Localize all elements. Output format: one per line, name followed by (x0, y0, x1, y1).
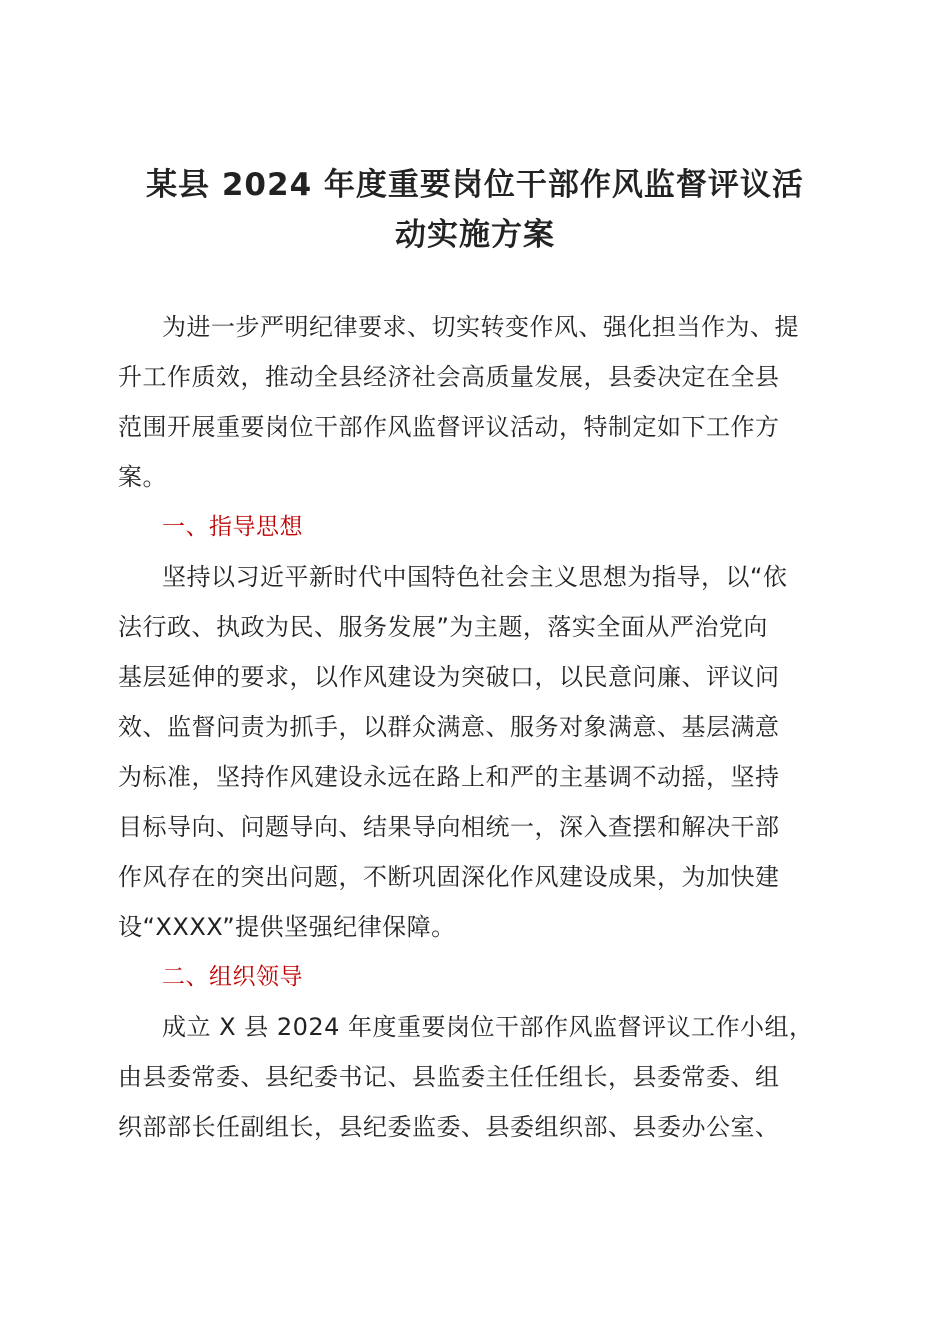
paragraph-line: 目标导向、问题导向、结果导向相统一，深入查摆和解决干部 (118, 813, 780, 841)
title-line: 某县 2024 年度重要岗位干部作风监督评议活 (146, 167, 804, 203)
paragraph-line: 基层延伸的要求，以作风建设为突破口，以民意问廉、评议问 (118, 663, 780, 691)
paragraph-line: 为进一步严明纪律要求、切实转变作风、强化担当作为、提 (162, 313, 799, 341)
section-heading: 一、指导思想 (162, 514, 303, 540)
paragraph-line: 效、监督问责为抓手，以群众满意、服务对象满意、基层满意 (118, 713, 780, 741)
paragraph-line: 坚持以习近平新时代中国特色社会主义思想为指导，以“依 (162, 563, 788, 591)
paragraph-line: 作风存在的突出问题，不断巩固深化作风建设成果，为加快建 (118, 863, 780, 891)
title-line: 动实施方案 (395, 217, 555, 253)
paragraph-line: 范围开展重要岗位干部作风监督评议活动，特制定如下工作方 (118, 413, 780, 441)
paragraph-line: 由县委常委、县纪委书记、县监委主任任组长，县委常委、组 (118, 1063, 780, 1091)
document-body (118, 302, 830, 1152)
section-heading: 二、组织领导 (162, 964, 303, 990)
paragraph-line: 成立 X 县 2024 年度重要岗位干部作风监督评议工作小组， (162, 1013, 814, 1041)
paragraph-line: 升工作质效，推动全县经济社会高质量发展，县委决定在全县 (118, 363, 780, 391)
paragraph-line: 为标准，坚持作风建设永远在路上和严的主基调不动摇，坚持 (118, 763, 780, 791)
paragraph-line: 案。 (118, 463, 167, 491)
paragraph-line: 设“XXXX”提供坚强纪律保障。 (118, 913, 456, 941)
paragraph-line: 法行政、执政为民、服务发展”为主题，落实全面从严治党向 (118, 613, 768, 641)
document-title (90, 160, 860, 260)
paragraph-line: 织部部长任副组长，县纪委监委、县委组织部、县委办公室、 (118, 1113, 780, 1141)
